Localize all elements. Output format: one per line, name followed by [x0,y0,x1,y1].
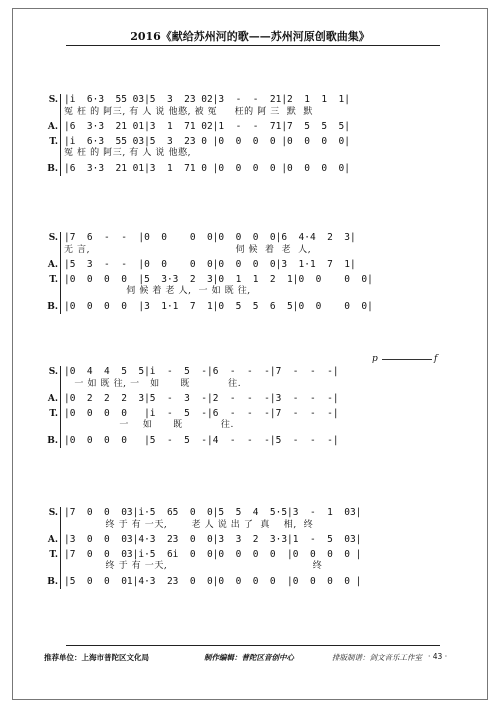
lyric-row [42,520,446,531]
score-system-2 [42,232,446,322]
score-system-1 [42,94,446,184]
note-line: |7 6 - - |0 0 0 0|0 0 0 0|6 4·4 2 3| [64,232,356,243]
page-footer [44,652,464,664]
voice-row [42,232,446,244]
lyric-text: 无 言, 伺 候 着 老 人, [64,245,312,255]
note-line: |6 3·3 21 01|3 1 71 0 |0 0 0 0 |0 0 0 0| [64,163,350,174]
voice-row [42,136,446,148]
voice-row [42,408,446,420]
voice-label: S. [48,233,58,243]
voice-row [42,274,446,286]
voice-row [42,549,446,561]
lyric-text: 一 如 既 往, 一 如 既 往. [64,379,242,389]
header-rule [66,45,440,46]
lyric-row [42,561,446,572]
voice-label: A. [47,394,58,404]
voice-row [42,94,446,106]
lyric-row [42,286,446,297]
note-line: |0 0 0 0 |i - 5 -|6 - - -|7 - - -| [64,408,339,419]
voice-row [42,534,446,546]
note-line: |5 0 0 01|4·3 23 0 0|0 0 0 0 |0 0 0 0 | [64,576,362,587]
page-header-title: 2016《献给苏州河的歌——苏州河原创歌曲集》 [130,30,370,43]
lyric-row [42,379,446,390]
footer-typesetting: 排版制谱：剑文音乐工作室 [332,653,422,662]
voice-row [42,393,446,405]
note-line: |0 2 2 2 3|5 - 3 -|2 - - -|3 - - -| [64,393,339,404]
lyric-text: 伺 候 着 老 人, 一 如 既 往, [64,286,251,296]
voice-label: T. [49,409,58,419]
footer-producer: 制作编辑：普陀区音创中心 [204,653,294,662]
footer-recommender: 推荐单位：上海市普陀区文化局 [44,653,149,662]
dynamic-forte: f [434,354,438,364]
voice-row [42,435,446,447]
voice-row [42,259,446,271]
voice-label: T. [49,275,58,285]
note-line: |i 6·3 55 03|5 3 23 02|3 - - 21|2 1 1 1| [64,94,350,105]
lyric-text: 终 于 有 一天, 老 人 说 出 了 真 相, 终 [64,520,314,530]
page-number: · 43 · [428,652,448,661]
note-line: |5 3 - - |0 0 0 0|0 0 0 0|3 1·1 7 1| [64,259,356,270]
note-line: |0 0 0 0 |5 3·3 2 3|0 1 1 2 1|0 0 0 0| [64,274,373,285]
score-system-4 [42,507,446,597]
lyric-text: 冤 枉 的 阿三, 有 人 说 他憨, 被 冤 枉的 阿 三 默 默 [64,107,313,117]
voice-row [42,507,446,519]
voice-label: B. [47,577,58,587]
lyric-row [42,148,446,159]
voice-label: S. [48,95,58,105]
voice-label: S. [48,367,58,377]
voice-label: A. [47,535,58,545]
note-line: |7 0 0 03|i·5 65 0 0|5 5 4 5·5|3 - 1 03| [64,507,362,518]
dynamic-piano: p [372,354,378,364]
note-line: |6 3·3 21 01|3 1 71 02|1 - - 71|7 5 5 5| [64,121,350,132]
note-line: |0 0 0 0 |3 1·1 7 1|0 5 5 6 5|0 0 0 0| [64,301,373,312]
lyric-row [42,107,446,118]
lyric-row [42,245,446,256]
voice-label: A. [47,260,58,270]
lyric-text: 冤 枉 的 阿三, 有 人 说 他憨, [64,148,192,158]
voice-label: B. [47,436,58,446]
lyric-text: 终 于 有 一天, 终 [64,561,323,571]
note-line: |i 6·3 55 03|5 3 23 0 |0 0 0 0 |0 0 0 0| [64,136,350,147]
voice-row [42,576,446,588]
note-line: |0 0 0 0 |5 - 5 -|4 - - -|5 - - -| [64,435,339,446]
note-line: |7 0 0 03|i·5 6i 0 0|0 0 0 0 |0 0 0 0 | [64,549,362,560]
voice-label: S. [48,508,58,518]
score-system-3 [42,354,446,456]
voice-row [42,121,446,133]
note-line: |0 4 4 5 5|i - 5 -|6 - - -|7 - - -| [64,366,339,377]
footer-rule [66,645,440,646]
voice-label: T. [49,550,58,560]
voice-label: B. [47,164,58,174]
voice-label: B. [47,302,58,312]
note-line: |3 0 0 03|4·3 23 0 0|3 3 2 3·3|1 - 5 03| [64,534,362,545]
voice-label: T. [49,137,58,147]
voice-row [42,301,446,313]
voice-row [42,366,446,378]
voice-row [42,163,446,175]
voice-label: A. [47,122,58,132]
lyric-row [42,420,446,431]
lyric-text: 一 如 既 往. [64,420,234,430]
crescendo-hairpin [382,359,432,366]
